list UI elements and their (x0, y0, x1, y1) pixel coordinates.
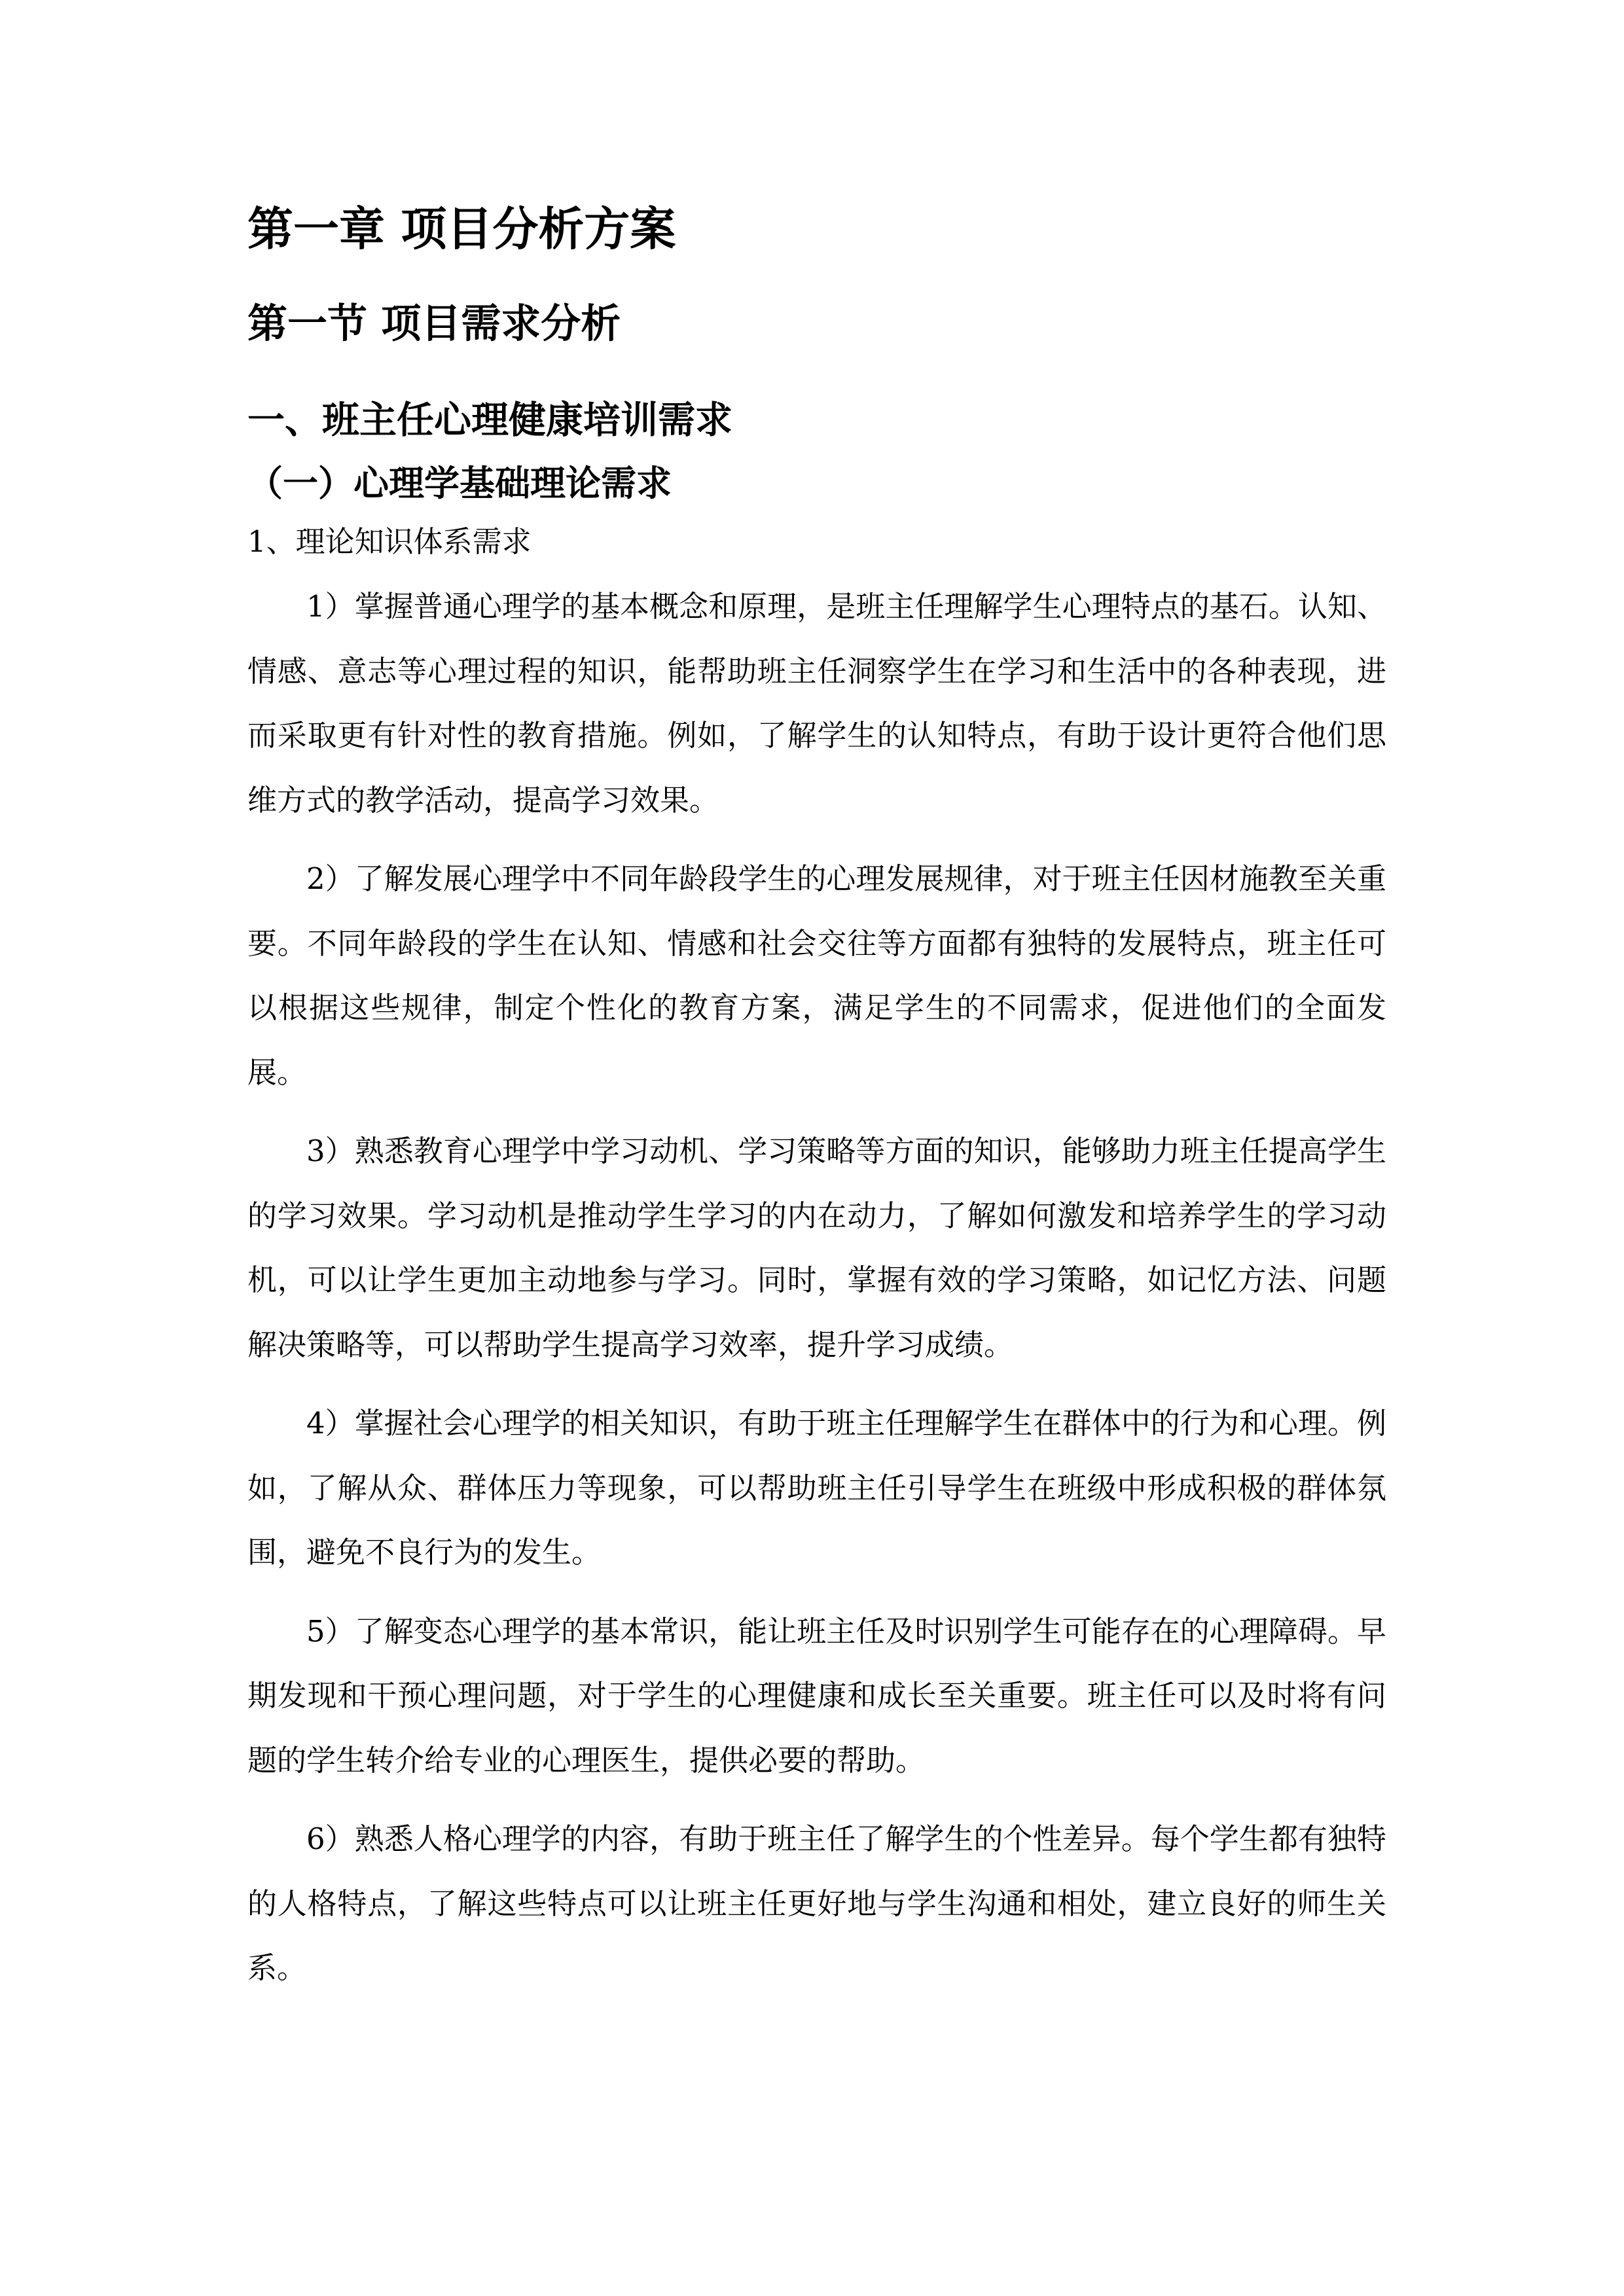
body-paragraph: 6）熟悉人格心理学的内容，有助于班主任了解学生的个性差异。每个学生都有独特的人格特点，了解这些特点可以让班主任更好地与学生沟通和相处，建立良好的师生关系。 (247, 1821, 1386, 1985)
heading-level-3: 1、理论知识体系需求 (247, 524, 532, 559)
body-paragraph: 5）了解变态心理学的基本常识，能让班主任及时识别学生可能存在的心理障碍。早期发现和干预心理问题，对于学生的心理健康和成长至关重要。班主任可以及时将有问题的学生转介给专业的心理医生，提供必要的帮助。 (247, 1613, 1386, 1778)
body-paragraph: 2）了解发展心理学中不同年龄段学生的心理发展规律，对于班主任因材施教至关重要。不同年龄段的学生在认知、情感和社会交往等方面都有独特的发展特点，班主任可以根据这些规律，制定个性化的教育方案，满足学生的不同需求，促进他们的全面发展。 (247, 861, 1386, 1090)
heading-level-2: （一）心理学基础理论需求 (247, 462, 672, 504)
body-paragraph: 1）掌握普通心理学的基本概念和原理，是班主任理解学生心理特点的基石。认知、情感、意志等心理过程的知识，能帮助班主任洞察学生在学习和生活中的各种表现，进而采取更有针对性的教育措施。例如，了解学生的认知特点，有助于设计更符合他们思维方式的教学活动，提高学习效果。 (247, 589, 1386, 817)
document-page (247, 196, 1386, 2015)
heading-level-1: 一、班主任心理健康培训需求 (247, 399, 732, 442)
chapter-title: 第一章 项目分析方案 (247, 202, 676, 256)
body-paragraph: 3）熟悉教育心理学中学习动机、学习策略等方面的知识，能够助力班主任提高学生的学习效果。学习动机是推动学生学习的内在动力，了解如何激发和培养学生的学习动机，可以让学生更加主动地参与学习。同时，掌握有效的学习策略，如记忆方法、问题解决策略等，可以帮助学生提高学习效率，提升学习成绩。 (247, 1134, 1386, 1362)
body-paragraph: 4）掌握社会心理学的相关知识，有助于班主任理解学生在群体中的行为和心理。例如，了解从众、群体压力等现象，可以帮助班主任引导学生在班级中形成积极的群体氛围，避免不良行为的发生。 (247, 1406, 1386, 1570)
section-title: 第一节 项目需求分析 (247, 300, 621, 347)
